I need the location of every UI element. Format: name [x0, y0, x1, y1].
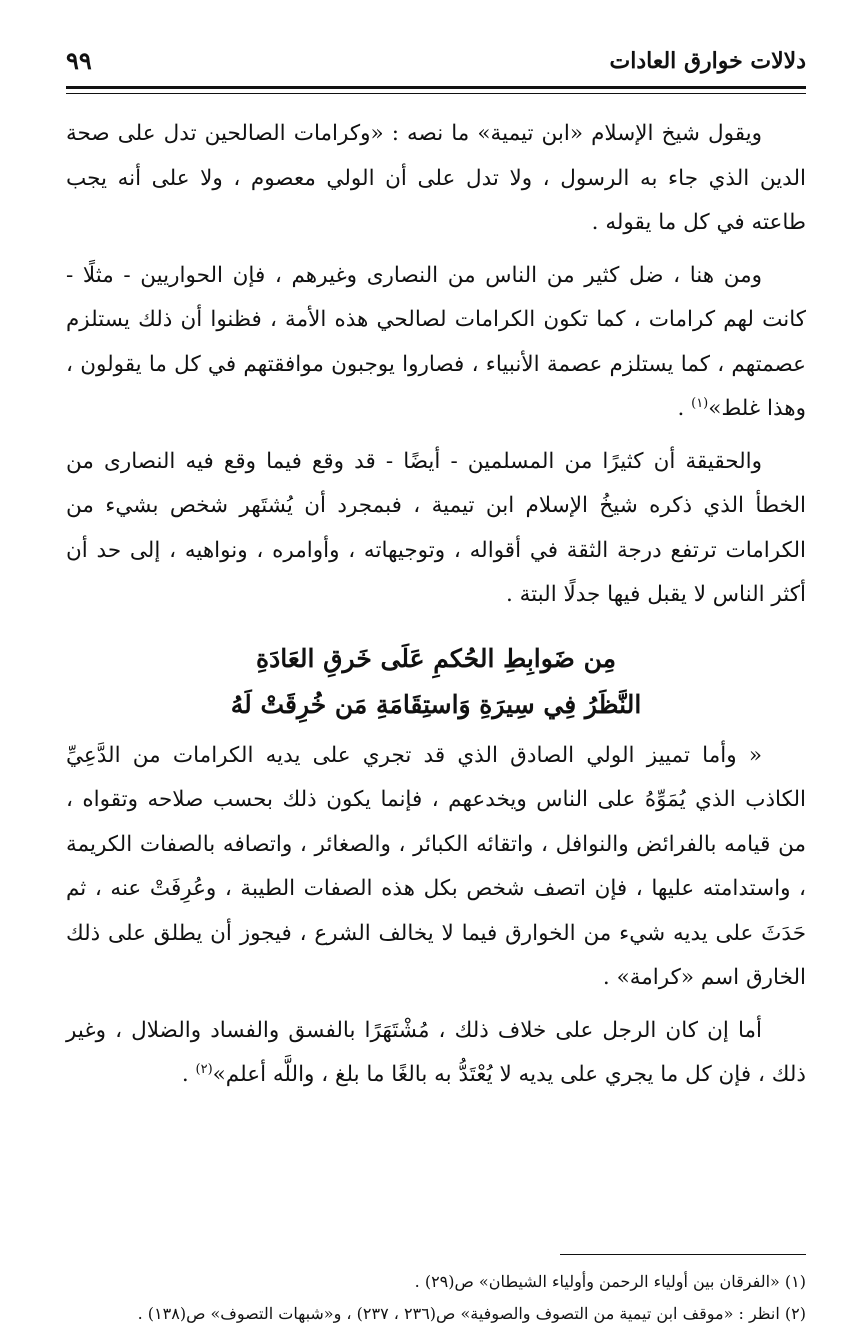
main-text: [66, 112, 806, 1106]
section-heading-line-2: النَّظَرُ فِي سِيرَةِ وَاستِقَامَةِ مَن خُرِقَتْ لَهُ: [230, 689, 642, 719]
footnote-ref-1: (١): [691, 395, 709, 411]
page-header: [66, 44, 806, 88]
paragraph-2-end: .: [677, 396, 692, 421]
footnote-ref-2: (٢): [195, 1061, 213, 1077]
paragraph-2-text: ومن هنا ، ضل كثير من الناس من النصارى وغيرهم ، فإن الحواريين - مثلًا - كانت لهم كرامات ، كما تكون الكرامات لصالحي هذه الأمة ، فظنوا أن ذلك يستلزم عصمتهم ، كما يستلزم عصمة الأنبياء ، فصاروا يوجبون موافقتهم في كل ما يقولون ، وهذا غلط»: [66, 262, 806, 421]
running-title: دلالات خوارق العادات: [609, 48, 806, 74]
header-rule-thick: [66, 86, 806, 89]
section-heading: [66, 636, 806, 728]
paragraph-3: والحقيقة أن كثيرًا من المسلمين - أيضًا - قد وقع فيما وقع فيه النصارى من الخطأ الذي ذكره شيخُ الإسلام ابن تيمية ، فبمجرد أن يُشتَهر شخص بشيء من الكرامات ترتفع درجة الثقة في أقواله ، وتوجيهاته ، وأوامره ، ونواهيه ، إلى حد أن أكثر الناس لا يقبل فيها جدلًا البتة .: [66, 448, 806, 607]
paragraph-5: [66, 1009, 806, 1098]
footnote-1: (١) «الفرقان بين أولياء الرحمن وأولياء الشيطان» ص(٢٩) .: [414, 1272, 806, 1291]
section-heading-line-1: مِن ضَوابِطِ الحُكمِ عَلَى خَرقِ العَادَةِ: [255, 643, 616, 673]
paragraph-5-end: .: [181, 1062, 196, 1087]
paragraph-4: « وأما تمييز الولي الصادق الذي قد تجري على يديه الكرامات من الدَّعِيِّ الكاذب الذي يُمَوِّهُ على الناس ويخدعهم ، فإنما يكون ذلك بحسب صلاحه وتقواه ، من قيامه بالفرائض والنوافل ، واتقائه الكبائر ، والصغائر ، واتصافه بالصفات الكريمة ، واستدامته عليها ، فإن اتصف شخص بكل هذه الصفات الطيبة ، وعُرِفَتْ عنه ، ثم حَدَثَ على يديه شيء من الخوارق فيما لا يخالف الشرع ، فيجوز أن يطلق على ذلك الخارق اسم «كرامة» .: [66, 742, 806, 990]
footnote-2: (٢) انظر : «موقف ابن تيمية من التصوف والصوفية» ص(٢٣٦ ، ٢٣٧) ، و«شبهات التصوف» ص(١٣٨) .: [137, 1304, 806, 1323]
footnote-separator: [560, 1254, 806, 1255]
footnotes: [66, 1266, 806, 1330]
paragraph-1: ويقول شيخ الإسلام «ابن تيمية» ما نصه : «وكرامات الصالحين تدل على صحة الدين الذي جاء به الرسول ، ولا تدل على أن الولي معصوم ، ولا على أنه يجب طاعته في كل ما يقوله .: [66, 121, 806, 235]
paragraph-2: [66, 254, 806, 432]
page-number: ٩٩: [66, 46, 92, 75]
paragraph-5-text: أما إن كان الرجل على خلاف ذلك ، مُشْتَهَرًا بالفسق والفساد والضلال ، وغير ذلك ، فإن كل ما يجري على يديه لا يُعْتَدُّ به بالغًا ما بلغ ، واللَّه أعلم»: [66, 1017, 806, 1087]
header-rule-thin: [66, 93, 806, 94]
